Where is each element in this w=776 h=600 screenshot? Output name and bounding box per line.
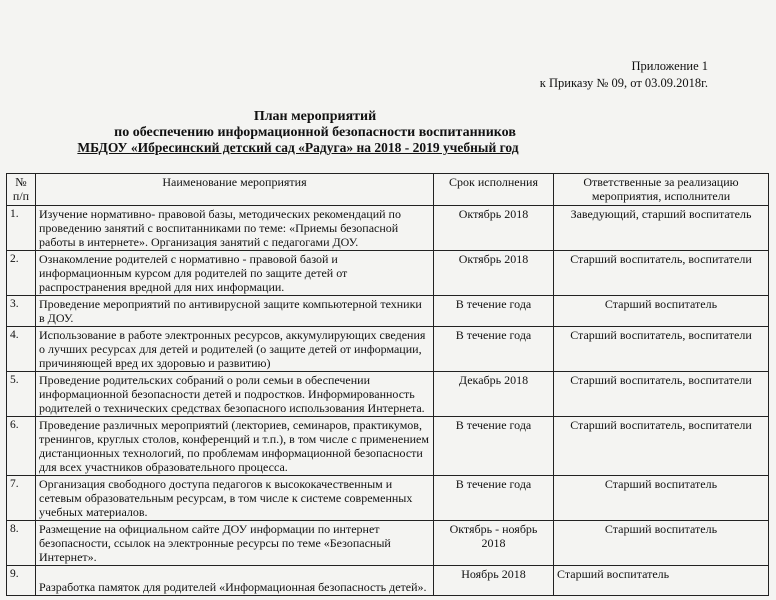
- row-term: Октябрь 2018: [434, 251, 554, 296]
- row-num: 1.: [7, 206, 36, 251]
- row-name: Ознакомление родителей с нормативно - правовой базой и информационным курсом для родителей по защите детей от распространения вредной для них информации.: [36, 251, 434, 296]
- row-responsible: Старший воспитатель: [554, 521, 769, 566]
- appendix-label: Приложение 1: [631, 59, 708, 73]
- row-num: 9.: [7, 566, 36, 596]
- document-subtitle: по обеспечению информационной безопасности воспитанников: [114, 125, 516, 140]
- row-responsible: Старший воспитатель: [554, 566, 769, 596]
- row-name: Изучение нормативно- правовой базы, методических рекомендаций по проведению занятий с воспитанниками по теме: «Приемы безопасной работы в интернете». Организация занятий с педагогами ДОУ.: [36, 206, 434, 251]
- row-responsible: Старший воспитатель, воспитатели: [554, 417, 769, 476]
- row-num: 5.: [7, 372, 36, 417]
- row-name: Размещение на официальном сайте ДОУ информации по интернет безопасности, ссылок на электронные ресурсы по теме «Безопасный Интернет».: [36, 521, 434, 566]
- table-row: [7, 521, 769, 566]
- row-term: В течение года: [434, 417, 554, 476]
- row-responsible: Старший воспитатель, воспитатели: [554, 251, 769, 296]
- row-term: Октябрь 2018: [434, 206, 554, 251]
- row-num: 8.: [7, 521, 36, 566]
- header-name: Наименование мероприятия: [36, 174, 434, 206]
- row-term: Ноябрь 2018: [434, 566, 554, 596]
- header-term: Срок исполнения: [434, 174, 554, 206]
- document-title: План мероприятий: [253, 109, 377, 124]
- header-num: № п/п: [7, 174, 36, 206]
- plan-table: [6, 173, 769, 596]
- table-row: [7, 566, 769, 596]
- row-term: Октябрь - ноябрь 2018: [434, 521, 554, 566]
- row-name: Проведение различных мероприятий (лекториев, семинаров, практикумов, тренингов, круглых столов, конференций и т.п.), в том числе с применением дистанционных технологий, по проблемам информационной безопасности для всех участников образовательного процесса.: [36, 417, 434, 476]
- row-name: Проведение родительских собраний о роли семьи в обеспечении информационной безопасности детей и подростков. Информированность родителей о технических средствах безопасного использования Интернета.: [36, 372, 434, 417]
- header-responsible: Ответственные за реализацию мероприятия, исполнители: [554, 174, 769, 206]
- row-responsible: Заведующий, старший воспитатель: [554, 206, 769, 251]
- row-responsible: Старший воспитатель: [554, 476, 769, 521]
- row-name: Использование в работе электронных ресурсов, аккумулирующих сведения о лучших ресурсах для детей и родителей (о защите детей от информации, причиняющей вред их здоровью и развитию): [36, 327, 434, 372]
- row-num: 4.: [7, 327, 36, 372]
- row-term: В течение года: [434, 296, 554, 327]
- row-num: 6.: [7, 417, 36, 476]
- table-row: [7, 372, 769, 417]
- appendix-reference: [540, 58, 708, 92]
- row-term: Декабрь 2018: [434, 372, 554, 417]
- table-row: [7, 296, 769, 327]
- table-header-row: [7, 174, 769, 206]
- row-name: Разработка памяток для родителей «Информационная безопасность детей».: [36, 566, 434, 596]
- table-row: [7, 327, 769, 372]
- table-row: [7, 417, 769, 476]
- table-row: [7, 476, 769, 521]
- order-reference: к Приказу № 09, от 03.09.2018г.: [539, 76, 708, 90]
- row-term: В течение года: [434, 476, 554, 521]
- row-name: Организация свободного доступа педагогов к высококачественным и сетевым образовательным ресурсам, в том числе к системе современных учебных материалов.: [36, 476, 434, 521]
- row-num: 3.: [7, 296, 36, 327]
- table-row: [7, 206, 769, 251]
- row-responsible: Старший воспитатель, воспитатели: [554, 327, 769, 372]
- row-name: Проведение мероприятий по антивирусной защите компьютерной техники в ДОУ.: [36, 296, 434, 327]
- row-responsible: Старший воспитатель: [554, 296, 769, 327]
- row-num: 7.: [7, 476, 36, 521]
- table-row: [7, 251, 769, 296]
- row-term: В течение года: [434, 327, 554, 372]
- institution-title: МБДОУ «Ибресинский детский сад «Радуга» на 2018 - 2019 учебный год: [77, 140, 519, 155]
- row-responsible: Старший воспитатель, воспитатели: [554, 372, 769, 417]
- row-num: 2.: [7, 251, 36, 296]
